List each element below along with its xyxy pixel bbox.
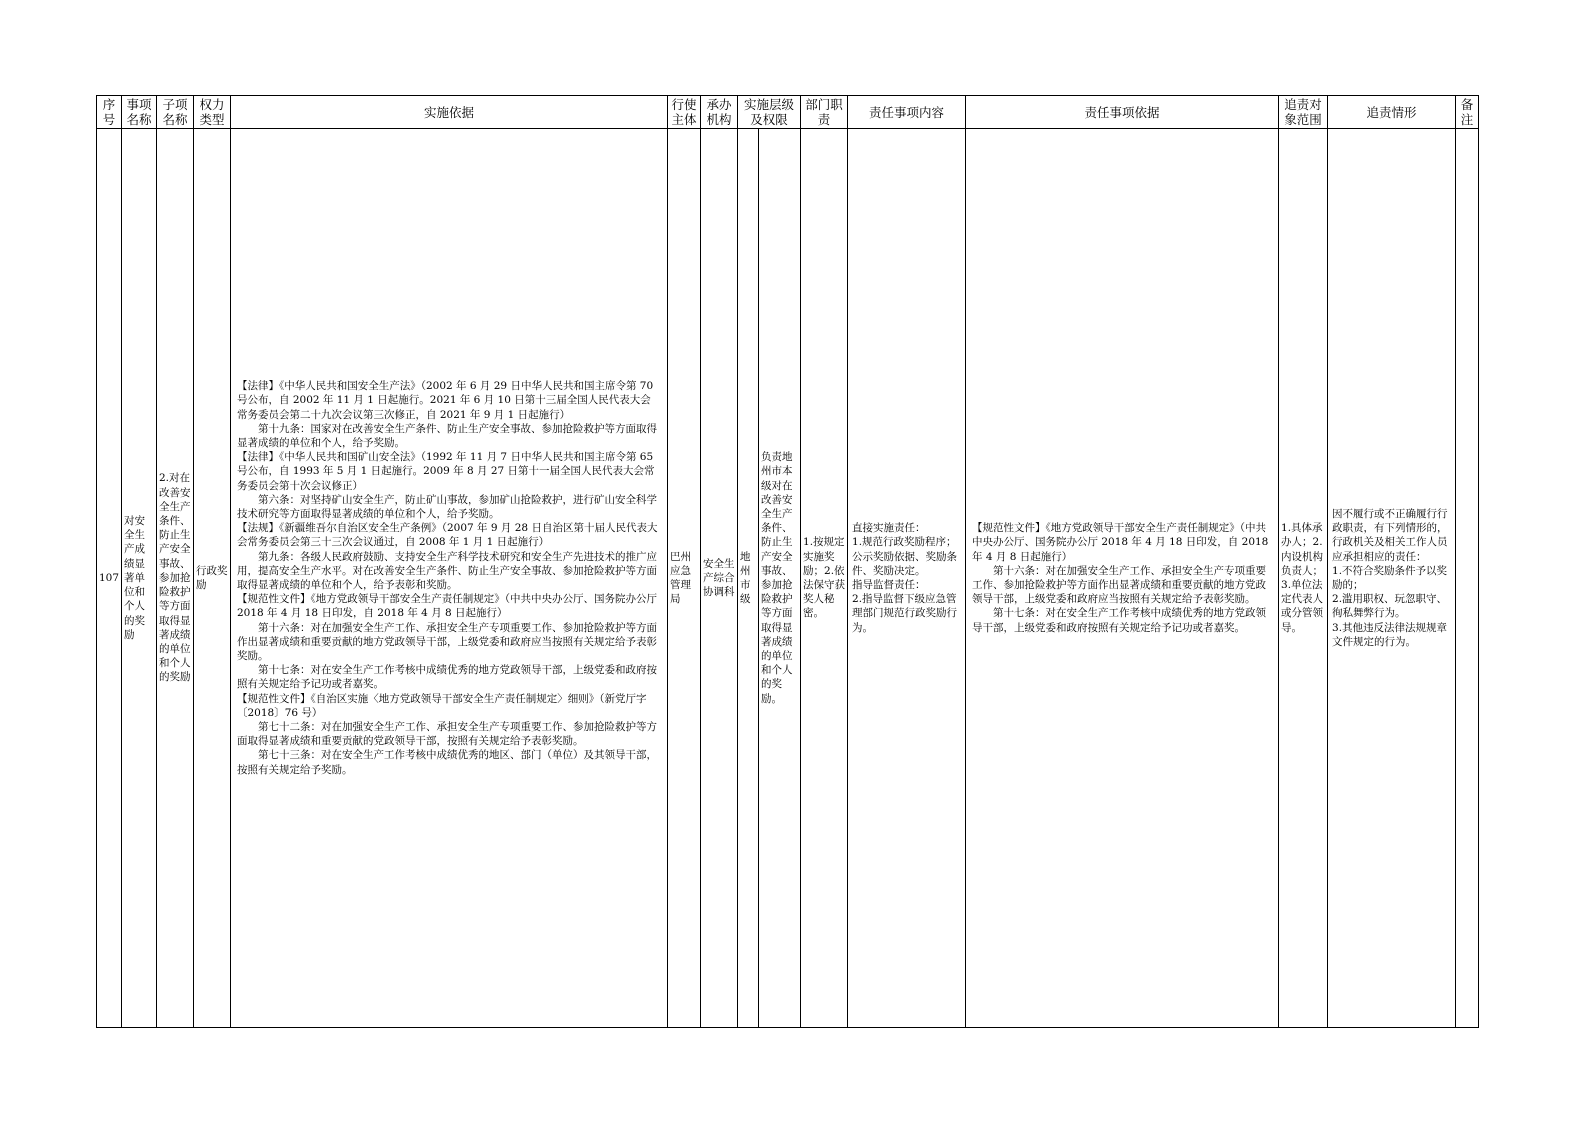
- basis-line: 第七十三条：对在安全生产工作考核中成绩优秀的地区、部门（单位）及其领导干部，按照有关规定给予奖励。: [237, 749, 657, 776]
- header-resp-content: 责任事项内容: [848, 96, 966, 129]
- header-account-scope: 追责对象范围: [1279, 96, 1328, 129]
- header-row: [97, 96, 1479, 129]
- power-list-table: [96, 95, 1479, 1028]
- basis-line: 【规范性文件】《自治区实施〈地方党政领导干部安全生产责任制规定〉细则》（新党厅字〔2018〕76 号）: [237, 692, 647, 719]
- resp-basis-line: 【规范性文件】《地方党政领导干部安全生产责任制规定》（中共中央办公厅、国务院办公厅 2018 年 4 月 18 日印发，自 2018 年 4 月 8 日起施行）: [972, 522, 1269, 563]
- header-remark: 备注: [1456, 96, 1479, 129]
- basis-line: 【法律】《中华人民共和国矿山安全法》（1992 年 11 月 7 日中华人民共和国主席令第 65 号公布，自 1993 年 5 月 1 日起施行。2009 年 8 月 27 日第十一届全国人民代表大会常务委员会第十次会议修正）: [237, 451, 655, 492]
- cell-account-scope: 1.具体承办人；2.内设机构负责人；3.单位法定代表人或分管领导。: [1279, 129, 1328, 1028]
- basis-line: 第十六条：对在加强安全生产工作、承担安全生产专项重要工作、参加抢险救护等方面作出显著成绩和重要贡献的地方党政领导干部，上级党委和政府应当按照有关规定给予表彰奖励。: [237, 621, 657, 663]
- basis-line: 【法规】《新疆维吾尔自治区安全生产条例》（2007 年 9 月 28 日自治区第十届人民代表大会常务委员会第三十三次会议通过，自 2008 年 1 月 1 日起施行）: [237, 522, 658, 549]
- account-case-line: 3.其他违反法律法规规章文件规定的行为。: [1332, 621, 1448, 648]
- basis-line: 第九条：各级人民政府鼓励、支持安全生产科学技术研究和安全生产先进技术的推广应用，提高安全生产水平。对在改善安全生产条件、防止生产安全事故、参加抢险救护等方面取得显著成绩的单位和个人，给予表彰和奖励。: [237, 550, 657, 591]
- account-case-line: 因不履行或不正确履行行政职责，有下列情形的，行政机关及相关工作人员应承担相应的责任：: [1332, 507, 1448, 563]
- header-item-name: 事项名称: [122, 96, 157, 129]
- cell-remark: [1456, 129, 1479, 1028]
- resp-basis-line: 第十六条：对在加强安全生产工作、承担安全生产专项重要工作、参加抢险救护等方面作出显著成绩和重要贡献的地方党政领导干部，上级党委和政府应当按照有关规定给予表彰奖励。: [972, 564, 1267, 606]
- cell-duty: 1.按规定实施奖励；2.依法保守获奖人秘密。: [801, 129, 848, 1028]
- resp-content-line: 1.规范行政奖励程序；公示奖励依据、奖励条件、奖励决定。: [852, 536, 958, 577]
- cell-seq: 107: [97, 129, 122, 1028]
- cell-agency: 安全生产综合协调科: [701, 129, 738, 1028]
- header-duty: 部门职责: [801, 96, 848, 129]
- header-subject: 行使主体: [668, 96, 701, 129]
- basis-line: 第十九条：国家对在改善安全生产条件、防止生产安全事故、参加抢险救护等方面取得显著成绩的单位和个人，给予奖励。: [237, 422, 657, 449]
- basis-line: 第六条：对坚持矿山安全生产，防止矿山事故，参加矿山抢险救护，进行矿山安全科学技术研究等方面取得显著成绩的单位和个人，给予奖励。: [237, 493, 657, 520]
- cell-sub-name: 2.对在改善安全生产条件、防止生产安全事故、参加抢险救护等方面取得显著成绩的单位和个人的奖励: [157, 129, 194, 1028]
- cell-basis: [231, 129, 668, 1028]
- header-agency: 承办机构: [701, 96, 738, 129]
- cell-resp-basis: [966, 129, 1279, 1028]
- resp-content-line: 2.指导监督下级应急管理部门规范行政奖励行为。: [852, 593, 958, 634]
- header-basis: 实施依据: [231, 96, 668, 129]
- account-case-line: 2.滥用职权、玩忽职守、徇私舞弊行为。: [1332, 593, 1448, 620]
- basis-line: 【规范性文件】《地方党政领导干部安全生产责任制规定》（中共中央办公厅、国务院办公厅 2018 年 4 月 18 日印发，自 2018 年 4 月 8 日起施行）: [237, 593, 657, 620]
- header-seq: 序号: [97, 96, 122, 129]
- account-case-line: 1.不符合奖励条件予以奖励的；: [1332, 564, 1448, 591]
- basis-line: 第十七条：对在安全生产工作考核中成绩优秀的地方党政领导干部，上级党委和政府按照有关规定给予记功或者嘉奖。: [237, 664, 657, 691]
- resp-content-line: 直接实施责任：: [852, 522, 926, 535]
- header-sub-name: 子项名称: [157, 96, 194, 129]
- resp-content-line: 指导监督责任：: [852, 579, 926, 591]
- basis-line: 【法律】《中华人民共和国安全生产法》（2002 年 6 月 29 日中华人民共和国主席令第 70 号公布，自 2002 年 11 月 1 日起施行。2021 年 6 月 10 日第十三届全国人民代表大会常务委员会第二十九次会议第三次修正，自 2021 年 9 月 1 日起施行）: [237, 380, 654, 421]
- table-row: [97, 129, 1479, 1028]
- basis-line: 第七十二条：对在加强安全生产工作、承担安全生产专项重要工作、参加抢险救护等方面取得显著成绩和重要贡献的党政领导干部，按照有关规定给予表彰奖励。: [237, 721, 657, 748]
- cell-item-name: 对安全生产成绩显著单位和个人的奖励: [122, 129, 157, 1028]
- cell-subject: 巴州应急管理局: [668, 129, 701, 1028]
- header-resp-basis: 责任事项依据: [966, 96, 1279, 129]
- cell-power-type: 行政奖励: [194, 129, 231, 1028]
- resp-basis-line: 第十七条：对在安全生产工作考核中成绩优秀的地方党政领导干部，上级党委和政府按照有关规定给予记功或者嘉奖。: [972, 607, 1267, 634]
- cell-resp-content: [848, 129, 966, 1028]
- header-level: 实施层级及权限: [738, 96, 801, 129]
- cell-level-b: 负责地州市本级对在改善安全生产条件、防止生产安全事故、参加抢险救护等方面取得显著成绩的单位和个人的奖励。: [759, 129, 801, 1028]
- cell-account-cases: [1328, 129, 1456, 1028]
- cell-level-a: 地州市级: [738, 129, 759, 1028]
- header-power-type: 权力类型: [194, 96, 231, 129]
- header-account-cases: 追责情形: [1328, 96, 1456, 129]
